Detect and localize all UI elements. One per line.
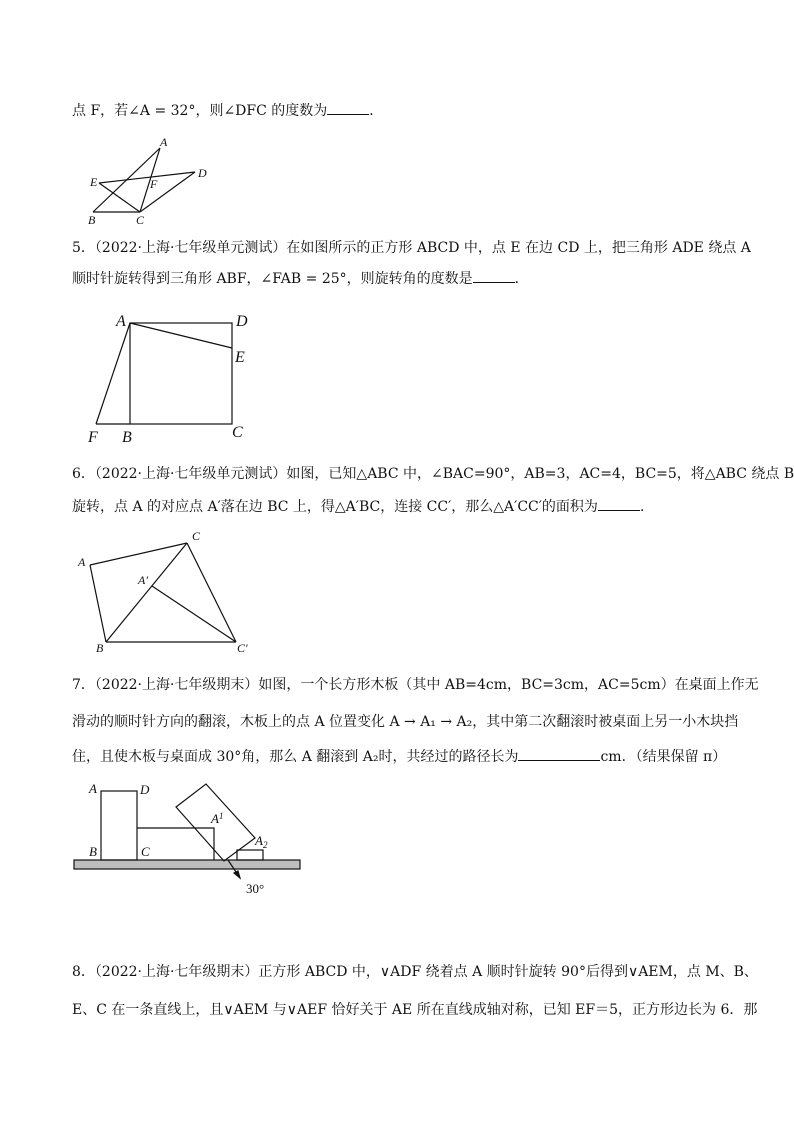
q8-line2: E、C 在一条直线上，且∨AEM 与∨AEF 恰好关于 AE 所在直线成轴对称，已知 EF＝5，正方形边长为 6．那 [72,1002,758,1018]
small-block [237,850,263,860]
label-a: A [78,555,86,569]
label-b: B [88,213,96,227]
figure-q4 [88,135,207,227]
figure-q5 [87,313,248,446]
q8-line1: 8．（2022·上海·七年级期末）正方形 ABCD 中，∨ADF 绕着点 A 顺时针旋转 90°后得到∨AEM，点 M、B、 [72,964,758,980]
label-d: D [236,313,248,330]
q7-line3: 住，且使木板与桌面成 30°角，那么 A 翻滚到 A₂时，共经过的路径长为 cm．（结果保留 π） [72,746,726,767]
label-a: A [160,135,168,149]
label-e: E [235,349,245,366]
board-position-1 [101,791,137,860]
q6-line1: 6．（2022·上海·七年级单元测试）如图，已知△ABC 中，∠BAC=90°，AB=3，AC=4，BC=5，将△ABC 绕点 B [72,466,794,482]
segment-ae [130,323,232,348]
figure-q7 [74,781,300,896]
label-e: E [90,175,98,189]
segment-bc [106,543,187,642]
label-c: C [141,844,150,859]
segment-af [96,323,130,424]
label-c-prime: C′ [237,641,248,655]
figure-q6 [77,529,248,655]
label-d: D [198,166,207,180]
q7-line1: 7．（2022·上海·七年级期末）如图，一个长方形木板（其中 AB=4cm，BC=3cm，AC=5cm）在桌面上作无 [72,677,759,693]
label-f: F [88,429,98,446]
label-b: B [122,429,132,446]
q5-line2: 顺时针旋转得到三角形 ABF，∠FAB = 25°，则旋转角的度数是 ． [72,268,529,289]
q4-continuation: 点 F，若∠A = 32°，则∠DFC 的度数为 ． [72,100,383,121]
square-abcd [130,323,232,424]
angle-arrow-head [234,871,240,878]
label-c: C [192,529,201,543]
label-a-prime: A′ [138,573,148,587]
label-b: B [89,844,97,859]
label-a1: $A^1$ [211,811,224,826]
segment-ab [90,565,106,642]
label-a: A [89,781,97,796]
label-angle: 30° [246,881,265,896]
q7-line2: 滑动的顺时针方向的翻滚，木板上的点 A 位置变化 A → A₁ → A₂，其中第二次翻滚时被桌面上另一小木块挡 [72,714,739,730]
label-c: C [232,424,243,441]
label-b: B [96,641,104,655]
q5-line1: 5．（2022·上海·七年级单元测试）在如图所示的正方形 ABCD 中，点 E 在边 CD 上，把三角形 ADE 绕点 A [72,240,751,256]
segment-cc1 [187,543,236,642]
label-a: A [116,313,126,330]
label-c: C [136,213,145,227]
label-d: D [140,782,150,797]
segment-dc [140,172,195,212]
q6-line2: 旋转，点 A 的对应点 A′落在边 BC 上，得△A′BC，连接 CC′，那么△A′CC′的面积为 ． [72,496,654,517]
label-a2: $A_2$ [255,833,268,850]
tabletop [74,860,300,869]
segment-a1c1 [152,586,236,642]
segment-ed [99,172,195,183]
label-f: F [150,177,158,191]
